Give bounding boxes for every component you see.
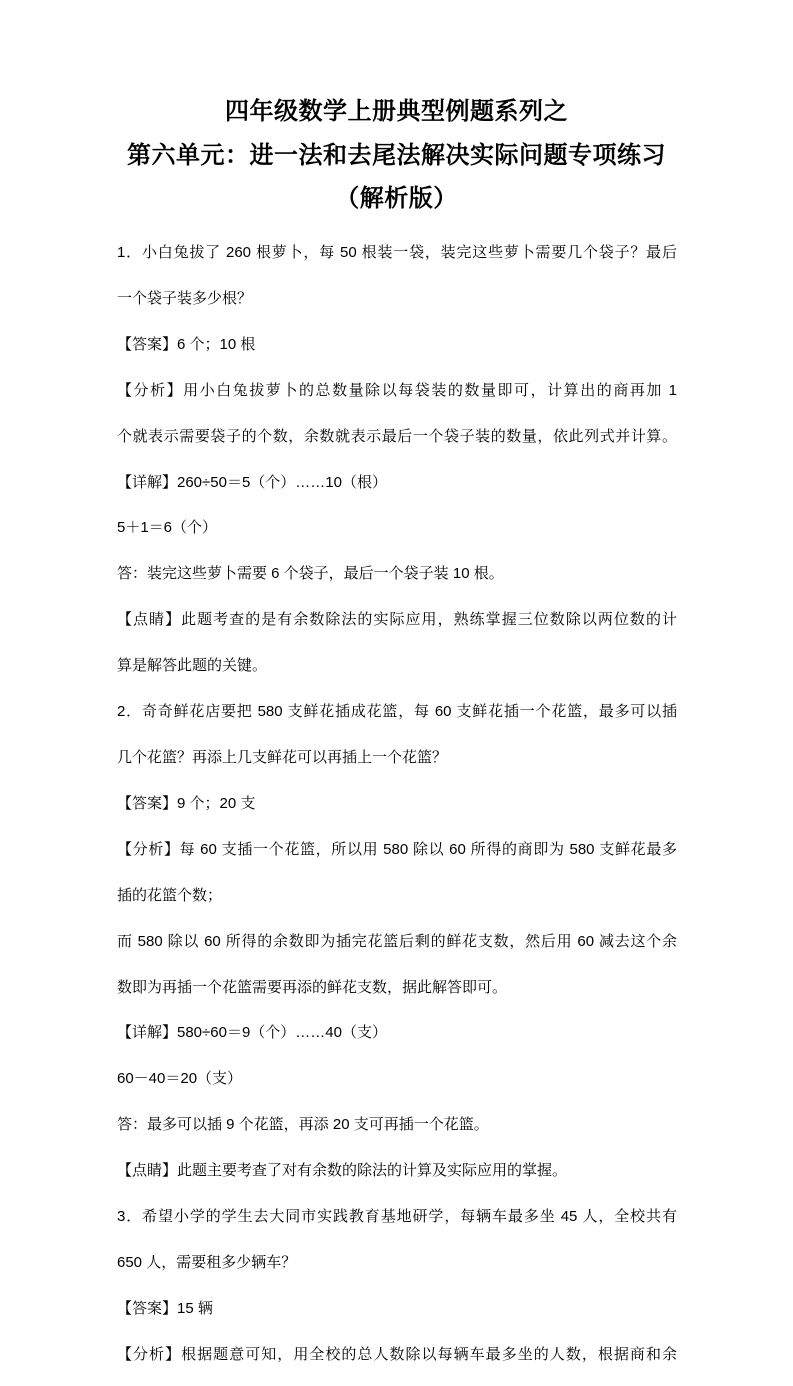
body-line: 插的花篮个数； [117,886,223,904]
body-line: 答：装完这些萝卜需要 6 个袋子，最后一个袋子装 10 根。 [117,565,504,583]
body-line: 几个花篮？再添上几支鲜花可以再插上一个花篮？ [117,748,448,766]
body-line: 【分析】每 60 支插一个花篮，所以用 580 除以 60 所得的商即为 580 支鲜花最多 [117,840,677,858]
body-line: 一个袋子装多少根？ [117,289,253,307]
body-line: 【详解】580÷60＝9（个）……40（支） [117,1024,387,1042]
body-line: 而 580 除以 60 所得的余数即为插完花篮后剩的鲜花支数，然后用 60 减去这个余 [117,932,677,950]
body-line: 3．希望小学的学生去大同市实践教育基地研学，每辆车最多坐 45 人，全校共有 [117,1208,677,1226]
body-line: 【点睛】此题主要考查了对有余数的除法的计算及实际应用的掌握。 [117,1162,568,1180]
body-line: 算是解答此题的关键。 [117,657,268,675]
title-line-unit: 第六单元：进一法和去尾法解决实际问题专项练习 [127,141,666,169]
body-line: 【答案】15 辆 [117,1299,213,1317]
body-line: 【分析】用小白兔拔萝卜的总数量除以每袋装的数量即可，计算出的商再加 1 [117,381,677,399]
body-line: 答：最多可以插 9 个花篮，再添 20 支可再插一个花篮。 [117,1116,489,1134]
body-line: 650 人，需要租多少辆车？ [117,1253,297,1271]
body-line: 【答案】6 个；10 根 [117,335,256,353]
body-line: 60－40＝20（支） [117,1070,243,1088]
body-line: 个就表示需要袋子的个数，余数就表示最后一个袋子装的数量，依此列式并计算。 [117,427,677,445]
body-line: 【点睛】此题考查的是有余数除法的实际应用，熟练掌握三位数除以两位数的计 [117,611,677,629]
body-line: 数即为再插一个花篮需要再添的鲜花支数，据此解答即可。 [117,978,508,996]
body-line: 【分析】根据题意可知，用全校的总人数除以每辆车最多坐的人数，根据商和余 [117,1345,677,1363]
body-line: 【答案】9 个；20 支 [117,794,256,812]
body-line: 1．小白兔拔了 260 根萝卜，每 50 根装一袋，装完这些萝卜需要几个袋子？最后 [117,244,677,261]
document-body [117,223,677,1386]
body-line: 5＋1＝6（个） [117,519,218,537]
title-line-series: 四年级数学上册典型例题系列之 [225,98,568,125]
body-line: 2．奇奇鲜花店要把 580 支鲜花插成花篮，每 60 支鲜花插一个花篮，最多可以插 [117,703,677,721]
title-line-edition: （解析版） [335,185,458,212]
body-line: 【详解】260÷50＝5（个）……10（根） [117,473,387,491]
document-title [0,90,793,221]
